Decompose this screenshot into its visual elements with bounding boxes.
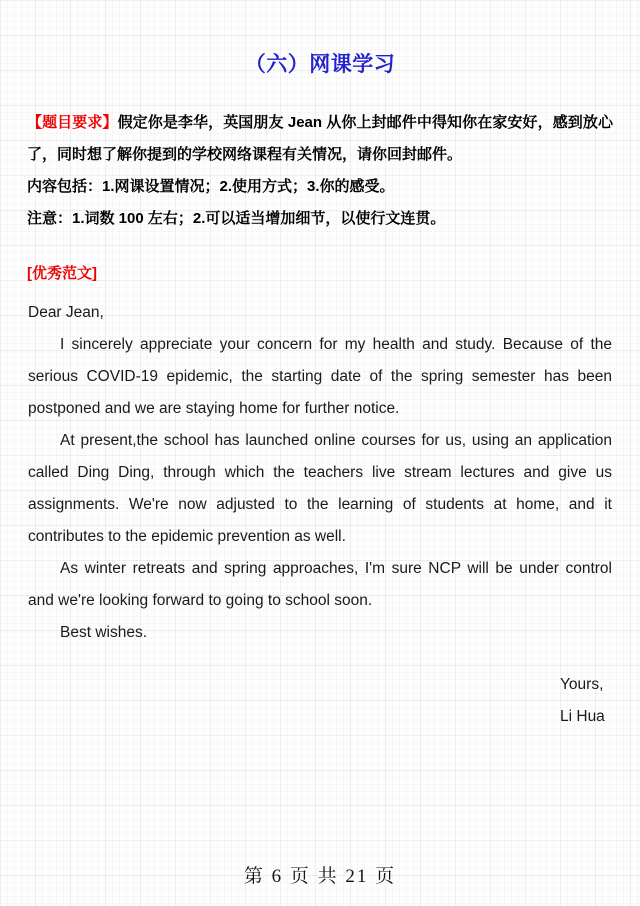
- sample-essay-body: [28, 297, 612, 649]
- requirement-line-3: 注意：1.词数 100 左右；2.可以适当增加细节，以使行文连贯。: [27, 210, 446, 228]
- letter-paragraph-1: I sincerely appreciate your concern for my health and study. Because of the serious COVID-19 epidemic, the starting date of the spring semester has been postponed and we are staying home for further notice.: [28, 336, 612, 418]
- page-footer: 第 6 页 共 21 页: [243, 866, 397, 887]
- letter-salutation: Dear Jean,: [28, 304, 104, 322]
- requirement-block: [27, 107, 613, 235]
- letter-paragraph-4: Best wishes.: [60, 624, 148, 642]
- sample-essay-label: [优秀范文]: [27, 265, 97, 283]
- signoff-inner: [560, 669, 612, 733]
- page-title: （六）网课学习: [244, 53, 396, 76]
- requirement-line-1-text: 假定你是李华，英国朋友 Jean 从你上封邮件中得知你在家安好，感到放心了，同时想了解你提到的学校网络课程有关情况，请你回封邮件。: [27, 114, 613, 164]
- letter-paragraph-3: As winter retreats and spring approaches, I'm sure NCP will be under control and we're looking forward to going to school soon.: [28, 560, 612, 610]
- requirement-line-2: 内容包括：1.网课设置情况；2.使用方式；3.你的感受。: [27, 178, 395, 196]
- letter-paragraph-2: At present,the school has launched online courses for us, using an application called Ding Ding, through which the teachers live stream lectures and give us assignments. We're now adjusted to the learning of students at home, and it contributes to the epidemic prevention as well.: [28, 432, 612, 546]
- letter-closing: Yours,: [560, 676, 604, 694]
- letter-signoff: [0, 669, 612, 733]
- requirement-line-1: [27, 107, 613, 171]
- letter-signature: Li Hua: [560, 708, 605, 726]
- requirement-tag: 【题目要求】: [27, 114, 118, 132]
